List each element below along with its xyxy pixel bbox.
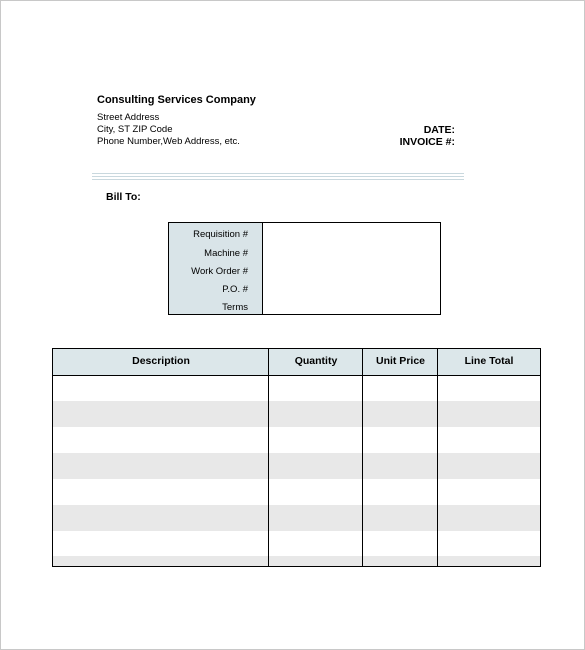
header-divider — [92, 179, 464, 180]
requisition-values-field[interactable] — [263, 223, 440, 314]
invoice-number-label: INVOICE #: — [399, 136, 455, 148]
header-divider — [92, 173, 464, 174]
requisition-label: Requisition # — [193, 229, 248, 240]
machine-label: Machine # — [204, 248, 248, 259]
column-divider — [437, 349, 438, 566]
table-header — [53, 349, 540, 376]
column-divider — [268, 349, 269, 566]
date-label: DATE: — [423, 124, 455, 136]
column-divider — [362, 349, 363, 566]
terms-label: Terms — [222, 302, 248, 313]
contact-info: Phone Number,Web Address, etc. — [97, 136, 240, 147]
table-row[interactable] — [53, 556, 540, 566]
quantity-header: Quantity — [294, 355, 338, 367]
unit-price-header: Unit Price — [375, 355, 425, 367]
table-row[interactable] — [53, 453, 540, 479]
work-order-label: Work Order # — [191, 266, 248, 277]
street-address: Street Address — [97, 112, 160, 123]
city-state-zip: City, ST ZIP Code — [97, 124, 173, 135]
company-name: Consulting Services Company — [97, 94, 256, 106]
line-total-header: Line Total — [464, 355, 514, 367]
requisition-box — [168, 222, 441, 315]
description-header: Description — [132, 355, 190, 367]
po-label: P.O. # — [222, 284, 248, 295]
header-divider — [92, 176, 464, 177]
line-items-table — [52, 348, 541, 567]
bill-to-label: Bill To: — [106, 191, 141, 203]
table-row[interactable] — [53, 401, 540, 427]
table-row[interactable] — [53, 505, 540, 531]
requisition-labels-column — [169, 223, 263, 314]
